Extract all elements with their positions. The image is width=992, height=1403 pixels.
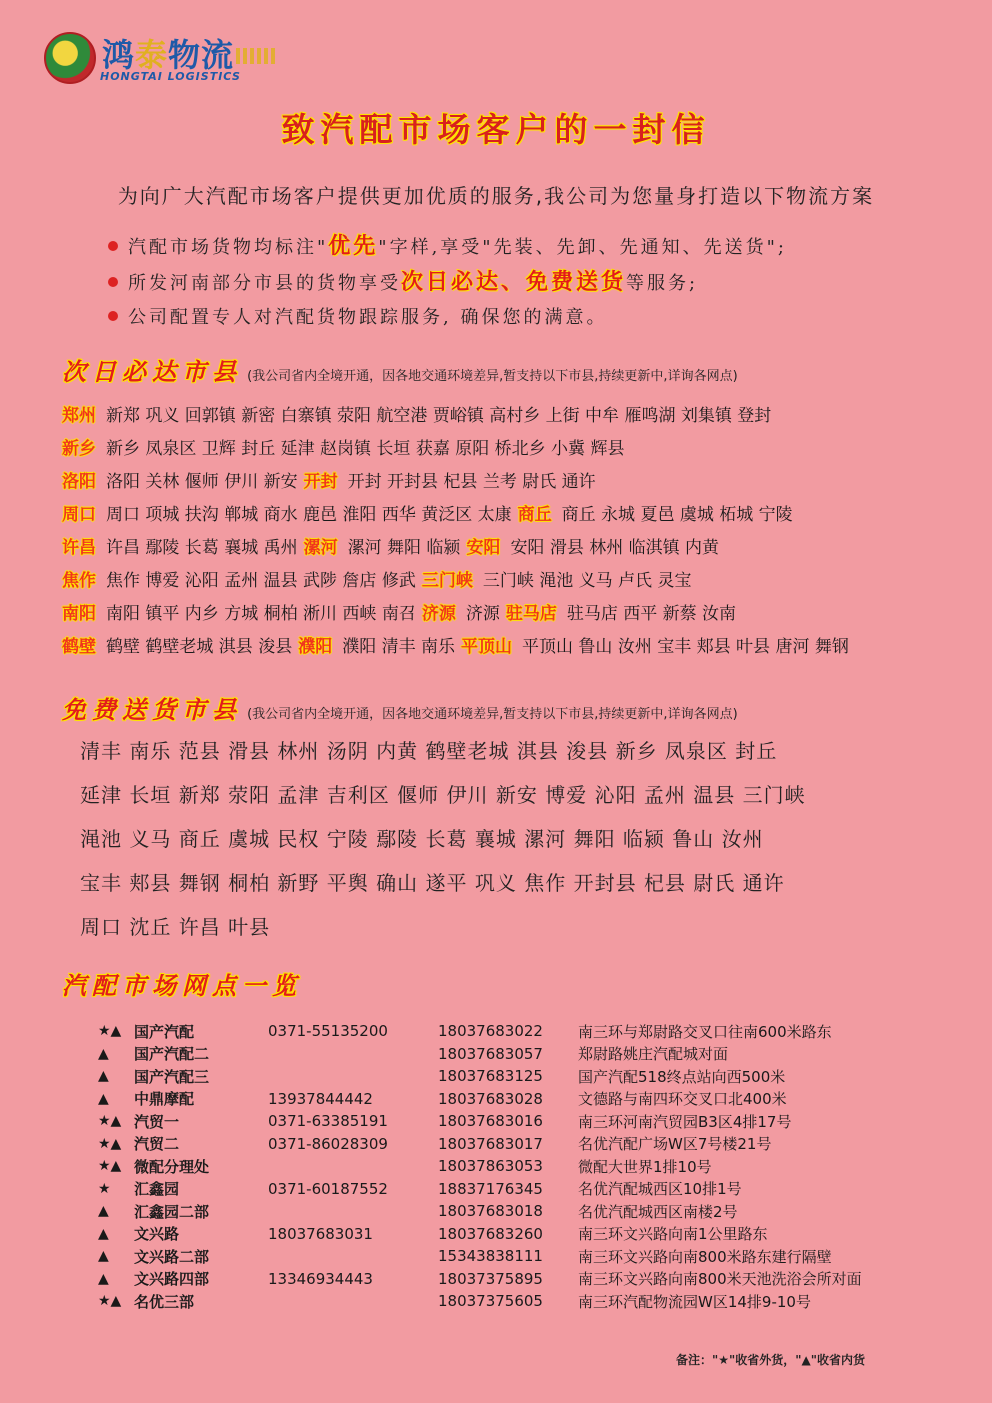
network-mark: ★▲ bbox=[98, 1158, 122, 1175]
network-address: 名优汽配城西区南楼2号 bbox=[578, 1202, 738, 1221]
city-list: 济源 bbox=[465, 604, 500, 624]
network-tel bbox=[268, 1065, 438, 1088]
network-tel: 18037683031 bbox=[268, 1224, 373, 1243]
free-delivery-note: (我公司省内全境开通，因各地交通环境差异,暂支持以下市县,持续更新中,详询各网点) bbox=[247, 707, 738, 722]
city-key: 濮阳 bbox=[298, 637, 333, 657]
network-header bbox=[62, 966, 302, 1001]
network-mobile: 18037683057 bbox=[438, 1044, 543, 1063]
page-title: 致汽配市场客户的一封信 bbox=[281, 110, 711, 149]
city-row bbox=[62, 402, 982, 435]
bullet-tracking: 公司配置专人对汽配货物跟踪服务, 确保您的满意。 bbox=[108, 302, 968, 338]
network-mark: ▲ bbox=[98, 1068, 109, 1085]
network-tel: 0371-63385191 bbox=[268, 1112, 388, 1131]
city-list: 新乡 凤泉区 卫辉 封丘 延津 赵岗镇 长垣 获嘉 原阳 桥北乡 小冀 辉县 bbox=[106, 439, 625, 459]
network-mark: ▲ bbox=[98, 1203, 109, 1220]
city-key: 洛阳 bbox=[62, 472, 96, 492]
bullet-next-day: 所发河南部分市县的货物享受次日必达、免费送货等服务; bbox=[108, 266, 968, 302]
city-list: 南阳 镇平 内乡 方城 桐柏 淅川 西峡 南召 bbox=[106, 604, 416, 624]
city-list: 三门峡 渑池 义马 卢氏 灵宝 bbox=[482, 571, 692, 591]
city-key: 开封 bbox=[303, 472, 338, 492]
city-key: 许昌 bbox=[62, 538, 96, 558]
network-name: 国产汽配 bbox=[134, 1022, 195, 1041]
network-name: 文兴路四部 bbox=[134, 1270, 210, 1289]
network-tel bbox=[268, 1155, 438, 1178]
city-list: 洛阳 关林 偃师 伊川 新安 bbox=[106, 472, 298, 492]
network-mark: ▲ bbox=[98, 1045, 109, 1062]
network-row bbox=[98, 1223, 862, 1246]
city-list: 驻马店 西平 新蔡 汝南 bbox=[566, 604, 737, 624]
city-row bbox=[62, 534, 982, 567]
city-key: 驻马店 bbox=[505, 604, 557, 624]
city-row bbox=[62, 435, 982, 468]
city-list: 焦作 博爱 沁阳 孟州 温县 武陟 詹店 修武 bbox=[106, 571, 416, 591]
logo-name-en: HONGTAI LOGISTICS bbox=[100, 70, 241, 83]
next-day-note: (我公司省内全境开通，因各地交通环境差异,暂支持以下市县,持续更新中,详询各网点) bbox=[247, 369, 738, 384]
city-row bbox=[62, 633, 982, 666]
city-list: 平顶山 鲁山 汝州 宝丰 郏县 叶县 唐河 舞钢 bbox=[522, 637, 849, 657]
city-list: 周口 项城 扶沟 郸城 商水 鹿邑 淮阳 西华 黄泛区 太康 bbox=[106, 505, 512, 525]
network-mobile: 18037863053 bbox=[438, 1157, 543, 1176]
network-mark: ▲ bbox=[98, 1225, 109, 1242]
network-address: 郑尉路姚庄汽配城对面 bbox=[578, 1045, 729, 1064]
city-list: 漯河 舞阳 临颍 bbox=[347, 538, 461, 558]
city-key: 郑州 bbox=[62, 406, 96, 426]
network-mobile: 18837176345 bbox=[438, 1179, 543, 1198]
city-key: 周口 bbox=[62, 505, 96, 525]
legend-note: 备注："★"收省外货，"▲"收省内货 bbox=[676, 1353, 865, 1367]
network-mobile: 18037683016 bbox=[438, 1112, 543, 1131]
network-name: 文兴路二部 bbox=[134, 1247, 210, 1266]
network-tel: 13937844442 bbox=[268, 1089, 373, 1108]
network-row bbox=[98, 1155, 862, 1178]
network-mobile: 18037683018 bbox=[438, 1202, 543, 1221]
city-key: 新乡 bbox=[62, 439, 96, 459]
network-address: 南三环与郑尉路交叉口往南600米路东 bbox=[578, 1022, 832, 1041]
network-mobile: 18037683022 bbox=[438, 1022, 543, 1041]
network-name: 汇鑫园 bbox=[134, 1180, 180, 1199]
network-mark: ▲ bbox=[98, 1248, 109, 1265]
city-row bbox=[62, 468, 982, 501]
network-address: 名优汽配广场W区7号楼21号 bbox=[578, 1135, 772, 1154]
network-row bbox=[98, 1200, 862, 1223]
network-name: 文兴路 bbox=[134, 1225, 180, 1244]
network-tel bbox=[268, 1043, 438, 1066]
company-logo bbox=[44, 30, 284, 86]
city-key: 商丘 bbox=[517, 505, 552, 525]
network-title: 汽配市场网点一览 bbox=[62, 971, 302, 1000]
network-name: 中鼎摩配 bbox=[134, 1090, 195, 1109]
network-name: 微配分理处 bbox=[134, 1157, 210, 1176]
bullet-priority: 汽配市场货物均标注"优先"字样,享受"先装、先卸、先通知、先送货"; bbox=[108, 230, 968, 266]
network-mobile: 18037683028 bbox=[438, 1089, 543, 1108]
free-delivery-title: 免费送货市县 bbox=[62, 695, 242, 724]
city-list: 安阳 滑县 林州 临淇镇 内黄 bbox=[510, 538, 720, 558]
network-name: 国产汽配二 bbox=[134, 1045, 210, 1064]
network-name: 名优三部 bbox=[134, 1292, 195, 1311]
next-day-header bbox=[62, 352, 738, 387]
free-delivery-city-list bbox=[80, 736, 960, 956]
free-delivery-row: 宝丰 郏县 舞钢 桐柏 新野 平舆 确山 遂平 巩义 焦作 开封县 杞县 尉氏 通许 bbox=[80, 871, 785, 895]
network-row bbox=[98, 1110, 862, 1133]
logo-emblem-icon bbox=[44, 32, 96, 84]
network-mark: ★ bbox=[98, 1180, 111, 1197]
free-delivery-row: 清丰 南乐 范县 滑县 林州 汤阴 内黄 鹤壁老城 淇县 浚县 新乡 凤泉区 封丘 bbox=[80, 739, 778, 763]
network-mobile: 18037683260 bbox=[438, 1224, 543, 1243]
city-list: 鹤壁 鹤壁老城 淇县 浚县 bbox=[106, 637, 293, 657]
city-key: 漯河 bbox=[303, 538, 338, 558]
next-day-city-list bbox=[62, 402, 982, 666]
network-mark: ★▲ bbox=[98, 1113, 122, 1130]
network-mobile: 15343838111 bbox=[438, 1247, 543, 1266]
network-address: 名优汽配城西区10排1号 bbox=[578, 1180, 742, 1199]
logo-name-cn: 鸿泰物流 bbox=[102, 36, 235, 74]
network-mark: ▲ bbox=[98, 1090, 109, 1107]
network-tel: 0371-86028309 bbox=[268, 1134, 388, 1153]
city-list: 开封 开封县 杞县 兰考 尉氏 通许 bbox=[347, 472, 596, 492]
network-row bbox=[98, 1020, 862, 1043]
network-address: 南三环文兴路向南800米天池洗浴会所对面 bbox=[578, 1270, 862, 1289]
network-name: 汇鑫园二部 bbox=[134, 1202, 210, 1221]
network-name: 国产汽配三 bbox=[134, 1067, 210, 1086]
logo-speed-stripes-icon bbox=[236, 48, 276, 64]
intro-text: 为向广大汽配市场客户提供更加优质的服务,我公司为您量身打造以下物流方案 bbox=[117, 184, 875, 208]
city-list: 濮阳 清丰 南乐 bbox=[342, 637, 456, 657]
network-mark: ★▲ bbox=[98, 1293, 122, 1310]
network-tel: 0371-55135200 bbox=[268, 1022, 388, 1041]
network-tel bbox=[268, 1245, 438, 1268]
network-address: 文德路与南四环交叉口北400米 bbox=[578, 1090, 787, 1109]
city-list: 许昌 鄢陵 长葛 襄城 禹州 bbox=[106, 538, 298, 558]
network-mobile: 18037683125 bbox=[438, 1067, 543, 1086]
network-tel: 0371-60187552 bbox=[268, 1179, 388, 1198]
network-row bbox=[98, 1065, 862, 1088]
free-delivery-header bbox=[62, 690, 738, 725]
network-mobile: 18037683017 bbox=[438, 1134, 543, 1153]
network-mark: ★▲ bbox=[98, 1023, 122, 1040]
network-mark: ★▲ bbox=[98, 1135, 122, 1152]
city-key: 鹤壁 bbox=[62, 637, 96, 657]
bullet-dot-icon bbox=[108, 241, 118, 251]
network-tel: 13346934443 bbox=[268, 1269, 373, 1288]
network-row bbox=[98, 1133, 862, 1156]
network-row bbox=[98, 1043, 862, 1066]
city-row bbox=[62, 501, 982, 534]
service-bullets bbox=[108, 230, 968, 338]
network-mobile: 18037375605 bbox=[438, 1292, 543, 1311]
network-row bbox=[98, 1268, 862, 1291]
bullet-dot-icon bbox=[108, 277, 118, 287]
network-table bbox=[98, 1020, 862, 1313]
city-key: 三门峡 bbox=[421, 571, 473, 591]
city-list: 新郑 巩义 回郭镇 新密 白寨镇 荥阳 航空港 贾峪镇 高村乡 上街 中牟 雁鸣湖 刘集镇 登封 bbox=[106, 406, 772, 426]
network-mark: ▲ bbox=[98, 1270, 109, 1287]
city-list: 商丘 永城 夏邑 虞城 柘城 宁陵 bbox=[561, 505, 793, 525]
city-key: 安阳 bbox=[466, 538, 501, 558]
free-delivery-row: 渑池 义马 商丘 虞城 民权 宁陵 鄢陵 长葛 襄城 漯河 舞阳 临颍 鲁山 汝州 bbox=[80, 827, 764, 851]
network-address: 微配大世界1排10号 bbox=[578, 1157, 712, 1176]
network-row bbox=[98, 1088, 862, 1111]
city-row bbox=[62, 567, 982, 600]
network-address: 南三环汽配物流园W区14排9-10号 bbox=[578, 1292, 811, 1311]
network-name: 汽贸二 bbox=[134, 1135, 180, 1154]
network-address: 南三环河南汽贸园B3区4排17号 bbox=[578, 1112, 792, 1131]
city-key: 南阳 bbox=[62, 604, 96, 624]
city-key: 济源 bbox=[421, 604, 456, 624]
free-delivery-row: 周口 沈丘 许昌 叶县 bbox=[80, 915, 271, 939]
network-address: 南三环文兴路向南1公里路东 bbox=[578, 1225, 768, 1244]
network-mobile: 18037375895 bbox=[438, 1269, 543, 1288]
network-row bbox=[98, 1178, 862, 1201]
network-tel bbox=[268, 1200, 438, 1223]
free-delivery-row: 延津 长垣 新郑 荥阳 孟津 吉利区 偃师 伊川 新安 博爱 沁阳 孟州 温县 三门峡 bbox=[80, 783, 806, 807]
network-row bbox=[98, 1245, 862, 1268]
city-key: 平顶山 bbox=[461, 637, 513, 657]
network-tel bbox=[268, 1290, 438, 1313]
bullet-dot-icon bbox=[108, 311, 118, 321]
network-name: 汽贸一 bbox=[134, 1112, 180, 1131]
city-key: 焦作 bbox=[62, 571, 96, 591]
city-row bbox=[62, 600, 982, 633]
network-address: 南三环文兴路向南800米路东建行隔壁 bbox=[578, 1247, 832, 1266]
network-row bbox=[98, 1290, 862, 1313]
next-day-title: 次日必达市县 bbox=[62, 357, 242, 386]
network-address: 国产汽配518终点站向西500米 bbox=[578, 1067, 786, 1086]
